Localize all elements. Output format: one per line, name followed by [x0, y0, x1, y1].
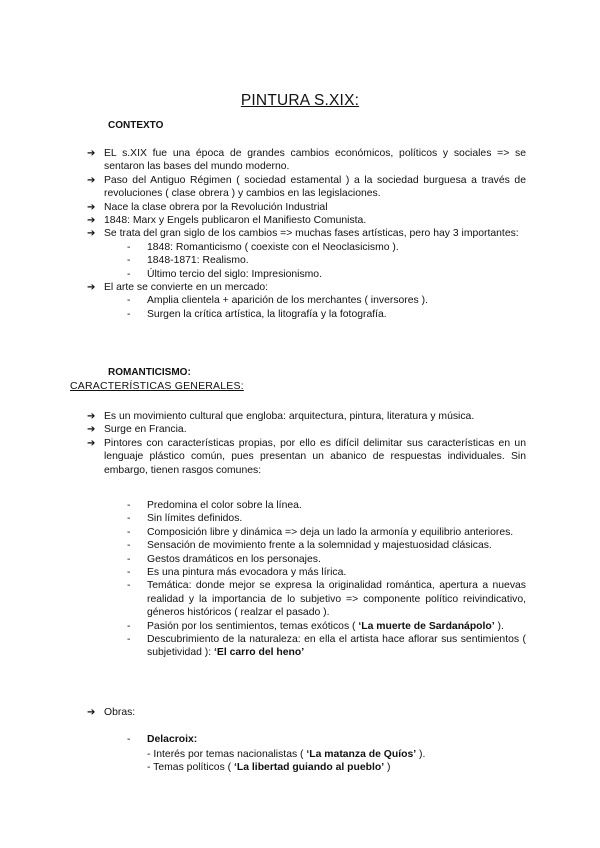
dash-icon: -	[127, 540, 131, 552]
list-item: ➔ Pintores con características propias, por ello es difícil delimitar sus características en un lenguaje plástico común, pues presentan un abanico de respuestas individuales. Sin embargo, tienen rasgos comunes:	[87, 437, 526, 476]
list-item: - Predomina el color sobre la línea.	[127, 500, 302, 511]
list-item: - 1848-1871: Realismo.	[127, 255, 249, 267]
dash-icon: -	[127, 734, 131, 745]
page-title: PINTURA S.XIX:	[240, 92, 360, 109]
arrow-icon: ➔	[87, 424, 96, 436]
list-item: - Amplia clientela + aparición de los merchantes ( inversores ).	[127, 295, 428, 307]
dash-icon: -	[127, 634, 131, 646]
list-item: ➔ Paso del Antiguo Régimen ( sociedad estamental ) a la sociedad burguesa a través de revoluciones ( clase obrera ) y cambios en las legislaciones.	[87, 174, 526, 200]
romanticismo-heading: ROMANTICISMO:	[108, 367, 191, 378]
dash-icon: -	[127, 295, 131, 307]
work-title: ‘La muerte de Sardanápolo’	[358, 620, 495, 632]
list-item: - Sin límites definidos.	[127, 513, 243, 525]
list-item: ➔ EL s.XIX fue una época de grandes cambios económicos, políticos y sociales => se sentaron las bases del mundo moderno.	[87, 148, 526, 173]
list-item: - Descubrimiento de la naturaleza: en ella el artista hace aflorar sus sentimientos ( subjetividad ): ‘El carro del heno’	[127, 634, 526, 659]
list-item: - Último tercio del siglo: Impresionismo.	[127, 268, 322, 280]
dash-icon: -	[127, 268, 131, 280]
contexto-heading: CONTEXTO	[108, 120, 164, 131]
list-item: ➔ El arte se convierte en un mercado: - Amplia clientela + aparición de los merchantes ( inversores ). - Surgen la crítica artística, la litografía y la fotografía.	[87, 281, 526, 321]
work-title: ‘La libertad guiando al pueblo’	[234, 762, 385, 774]
dash-icon: -	[127, 526, 131, 538]
arrow-icon: ➔	[87, 228, 96, 240]
arrow-icon: ➔	[87, 201, 96, 213]
list-item	[127, 733, 526, 746]
obras-list	[87, 706, 526, 719]
list-item: ➔ Surge en Francia.	[87, 424, 187, 436]
arrow-icon: ➔	[87, 148, 96, 159]
fases-list	[127, 241, 526, 281]
artist-name: Delacroix:	[147, 734, 198, 745]
caracteristicas-heading: CARACTERÍSTICAS GENERALES:	[70, 380, 244, 392]
list-item: ➔ Nace la clase obrera por la Revolución Industrial	[87, 201, 328, 213]
mercado-list	[127, 294, 526, 321]
list-item: ➔ Obras:	[87, 707, 136, 718]
work-title: ‘La matanza de Quíos’	[306, 749, 417, 760]
arrow-icon: ➔	[87, 411, 96, 422]
dash-icon: -	[127, 255, 131, 267]
work-title: ‘El carro del heno’	[214, 647, 305, 659]
romanticismo-list	[87, 410, 526, 477]
list-item: - Es una pintura más evocadora y más lírica.	[127, 567, 347, 579]
dash-icon: -	[127, 500, 131, 511]
arrow-icon: ➔	[87, 215, 96, 227]
list-item: - Pasión por los sentimientos, temas exóticos ( ‘La muerte de Sardanápolo’ ).	[127, 620, 504, 632]
dash-icon: -	[127, 241, 131, 253]
rasgos-list	[127, 499, 526, 660]
arrow-icon: ➔	[87, 437, 96, 449]
list-item: - Interés por temas nacionalistas ( ‘La matanza de Quíos’ ).	[147, 749, 426, 760]
dash-icon: -	[127, 513, 131, 525]
list-item: - Composición libre y dinámica => deja un lado la armonía y equilibrio anteriores.	[127, 526, 514, 538]
arrow-icon: ➔	[87, 174, 96, 186]
list-item: - Surgen la crítica artística, la litografía y la fotografía.	[127, 308, 387, 320]
list-item: ➔ Es un movimiento cultural que engloba: arquitectura, pintura, literatura y música.	[87, 411, 475, 422]
arrow-icon: ➔	[87, 282, 96, 294]
dash-icon: -	[127, 580, 131, 592]
list-item: ➔ 1848: Marx y Engels publicaron el Manifiesto Comunista.	[87, 215, 367, 227]
dash-icon: -	[127, 308, 131, 320]
list-item: ➔ Se trata del gran siglo de los cambios => muchas fases artísticas, pero hay 3 importantes: - 1848: Romanticismo ( coexiste con el Neoclasicismo ). - 1848-1871: Realismo. - Último tercio del siglo: Impresionismo.	[87, 227, 526, 281]
list-item: - Temática: donde mejor se expresa la originalidad romántica, apertura a nuevas realidad y la importancia de lo subjetivo => componente político reivindicativo, géneros históricos ( realzar el pasado ).	[127, 580, 526, 619]
list-item: - Sensación de movimiento frente a la solemnidad y majestuosidad clásicas.	[127, 540, 492, 552]
list-item: - Gestos dramáticos en los personajes.	[127, 553, 321, 565]
list-item: - 1848: Romanticismo ( coexiste con el Neoclasicismo ).	[127, 241, 399, 253]
dash-icon: -	[127, 567, 131, 579]
list-item: - Temas políticos ( ‘La libertad guiando al pueblo’ )	[147, 762, 391, 774]
delacroix-details	[147, 748, 527, 775]
contexto-list	[87, 147, 526, 321]
delacroix-list	[127, 733, 526, 746]
dash-icon: -	[127, 553, 131, 565]
dash-icon: -	[127, 620, 131, 632]
arrow-icon: ➔	[87, 707, 96, 718]
